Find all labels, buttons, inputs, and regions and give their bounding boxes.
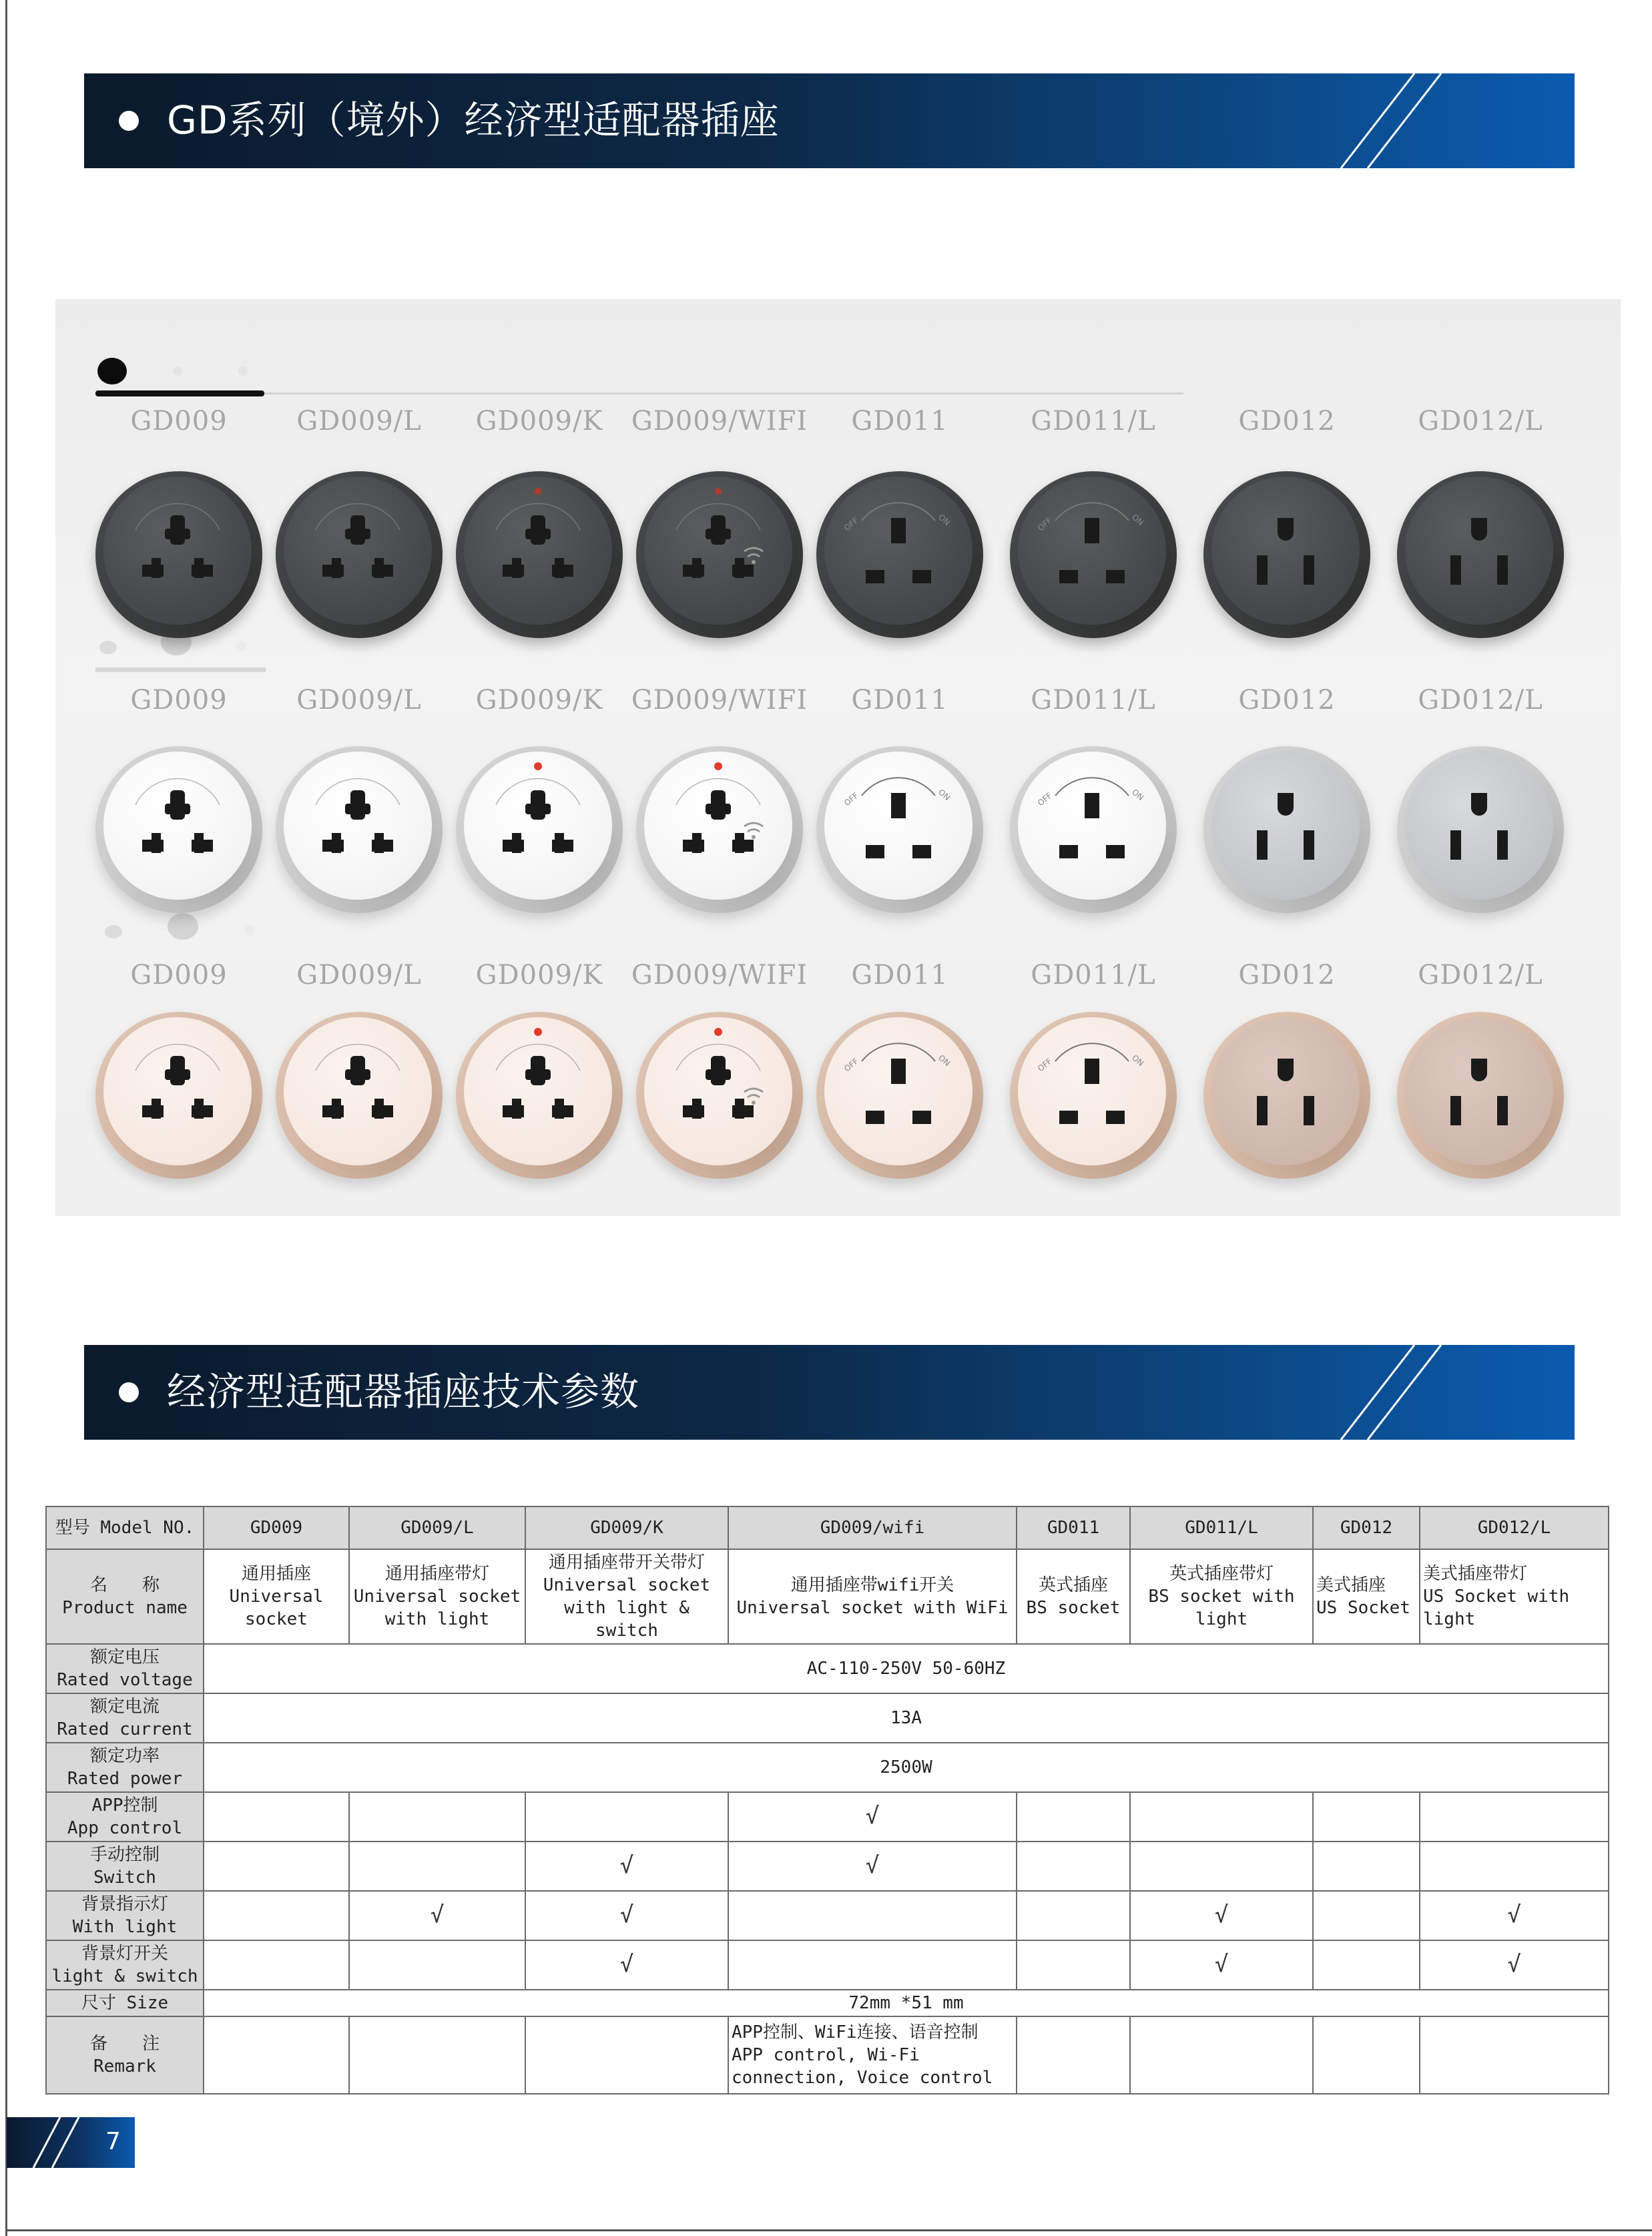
row-switch — [46, 1842, 1609, 1891]
product-label: GD009/WIFI — [631, 406, 808, 437]
us-outlet-holes — [1405, 1017, 1553, 1165]
remark-wifi: APP控制、WiFi连接、语音控制 APP control, Wi-Fi connection, Voice control — [728, 2016, 1017, 2094]
check-mark: √ — [1420, 1940, 1609, 1990]
bs-outlet-holes — [824, 1017, 973, 1165]
row-rated-current — [46, 1693, 1609, 1743]
socket-bs-image — [1010, 471, 1177, 638]
page-border-left — [5, 0, 7, 2236]
empty-cell — [1017, 1842, 1130, 1891]
empty-cell — [728, 1940, 1017, 1990]
model-cell: GD012/L — [1420, 1506, 1609, 1549]
light-switch-header: 背景灯开关 light & switch — [46, 1940, 204, 1990]
name-cell: 通用插座带开关带灯 Universal socket with light & switch — [525, 1549, 728, 1644]
check-mark: √ — [525, 1940, 728, 1990]
name-cell: 通用插座 Universal socket — [204, 1549, 349, 1644]
socket-bs-image — [1010, 746, 1177, 913]
row-with-light — [46, 1891, 1609, 1940]
svg-text:ON: ON — [1130, 512, 1146, 528]
model-cell: GD009/L — [349, 1506, 525, 1549]
empty-cell — [349, 1940, 525, 1990]
model-cell: GD009/wifi — [728, 1506, 1017, 1549]
product-label: GD011/L — [1031, 960, 1156, 991]
product-label: GD011 — [851, 685, 948, 716]
product-label: GD009/L — [296, 685, 422, 716]
check-mark: √ — [728, 1842, 1017, 1891]
svg-text:OFF: OFF — [842, 515, 860, 533]
row-model — [46, 1506, 1609, 1549]
socket-universal-image — [276, 1012, 443, 1179]
section-banner-products — [84, 73, 1575, 168]
model-header: 型号 Model NO. — [46, 1506, 204, 1549]
empty-cell — [1420, 1792, 1609, 1842]
carousel-dot — [105, 925, 122, 938]
product-label: GD009/K — [475, 685, 603, 716]
socket-us-image — [1203, 746, 1370, 913]
product-label: GD011/L — [1031, 685, 1156, 716]
empty-cell — [1130, 2016, 1313, 2094]
socket-us-image — [1397, 746, 1564, 913]
row-size — [46, 1990, 1609, 2016]
carousel-dot-active — [97, 358, 127, 384]
socket-universal-image — [636, 471, 803, 638]
socket-us-image — [1397, 1012, 1564, 1179]
empty-cell — [1130, 1792, 1313, 1842]
carousel-dot — [236, 641, 246, 651]
socket-universal-image — [276, 471, 443, 638]
model-cell: GD009/K — [525, 1506, 728, 1549]
empty-cell — [204, 1940, 349, 1990]
product-label: GD011 — [851, 960, 948, 991]
rated-current-value: 13A — [204, 1693, 1609, 1743]
slash-decoration — [27, 2117, 107, 2168]
us-outlet-holes — [1211, 1017, 1360, 1165]
empty-cell — [1130, 1842, 1313, 1891]
product-label: GD012 — [1238, 960, 1336, 991]
empty-cell — [525, 2016, 728, 2094]
product-label: GD009 — [130, 960, 228, 991]
product-label: GD009/L — [296, 960, 422, 991]
name-header: 名 称 Product name — [46, 1549, 204, 1644]
empty-cell — [1017, 1891, 1130, 1940]
carousel-track — [95, 667, 266, 672]
carousel-dot — [238, 366, 248, 376]
socket-us-image — [1203, 471, 1370, 638]
page-number-badge — [7, 2117, 135, 2168]
svg-text:OFF: OFF — [1035, 790, 1054, 808]
socket-us-image — [1203, 1012, 1370, 1179]
size-value: 72mm *51 mm — [204, 1990, 1609, 2016]
rated-current-header: 额定电流 Rated current — [46, 1693, 204, 1743]
page-border-bottom — [5, 2229, 1652, 2231]
socket-universal-image — [456, 746, 623, 913]
universal-outlet-holes — [103, 752, 252, 900]
name-cell: 通用插座带灯 Universal socket with light — [349, 1549, 525, 1644]
product-label: GD012/L — [1418, 960, 1543, 991]
remark-header: 备 注 Remark — [46, 2016, 204, 2094]
product-photo-panel — [55, 299, 1621, 1216]
empty-cell — [349, 1842, 525, 1891]
product-label: GD012/L — [1418, 406, 1543, 437]
socket-universal-image — [95, 746, 262, 913]
empty-cell — [204, 1842, 349, 1891]
carousel-dot — [244, 925, 255, 936]
socket-universal-image — [95, 471, 262, 638]
bs-outlet-holes — [1018, 752, 1166, 900]
us-outlet-holes — [1405, 477, 1553, 625]
svg-text:ON: ON — [936, 512, 952, 528]
empty-cell — [1017, 2016, 1130, 2094]
bs-outlet-holes — [1018, 1017, 1166, 1165]
product-label: GD011 — [851, 406, 948, 437]
row-rated-power — [46, 1743, 1609, 1792]
socket-universal-image — [456, 471, 623, 638]
us-outlet-holes — [1211, 477, 1360, 625]
bs-outlet-holes — [1018, 477, 1166, 625]
row-product-name — [46, 1549, 1609, 1644]
carousel-dot — [173, 366, 182, 376]
carousel-dot — [99, 641, 117, 654]
svg-text:ON: ON — [1130, 787, 1146, 803]
empty-cell — [1313, 1891, 1420, 1940]
svg-text:ON: ON — [936, 787, 952, 803]
rated-power-value: 2500W — [204, 1743, 1609, 1792]
carousel-track-active — [95, 390, 264, 396]
product-label: GD012/L — [1418, 685, 1543, 716]
empty-cell — [728, 1891, 1017, 1940]
universal-outlet-holes — [284, 1017, 432, 1165]
empty-cell — [1017, 1940, 1130, 1990]
size-header: 尺寸 Size — [46, 1990, 204, 2016]
product-label: GD011/L — [1031, 406, 1156, 437]
universal-outlet-holes — [464, 752, 612, 900]
check-mark: √ — [525, 1891, 728, 1940]
empty-cell — [1420, 2016, 1609, 2094]
socket-universal-image — [276, 746, 443, 913]
page-number: 7 — [105, 2128, 121, 2155]
product-label: GD009/K — [475, 960, 603, 991]
model-cell: GD011 — [1017, 1506, 1130, 1549]
product-label: GD009/WIFI — [631, 685, 808, 716]
empty-cell — [1420, 1842, 1609, 1891]
socket-bs-image — [816, 746, 983, 913]
bs-outlet-holes — [824, 752, 973, 900]
check-mark: √ — [1130, 1891, 1313, 1940]
svg-text:ON: ON — [1130, 1053, 1146, 1069]
slash-decoration — [1321, 1345, 1454, 1440]
model-cell: GD009 — [204, 1506, 349, 1549]
model-cell: GD011/L — [1130, 1506, 1313, 1549]
product-label-row — [55, 406, 1621, 446]
name-cell: 英式插座带灯 BS socket with light — [1130, 1549, 1313, 1644]
socket-bs-image — [816, 471, 983, 638]
socket-bs-image — [1010, 1012, 1177, 1179]
product-label: GD009 — [130, 685, 228, 716]
empty-cell — [525, 1792, 728, 1842]
socket-bs-image — [816, 1012, 983, 1179]
empty-cell — [1017, 1792, 1130, 1842]
us-outlet-holes — [1405, 752, 1553, 900]
empty-cell — [1313, 1842, 1420, 1891]
product-label: GD009/L — [296, 406, 422, 437]
rated-voltage-header: 额定电压 Rated voltage — [46, 1644, 204, 1693]
name-cell: 通用插座带wifi开关 Universal socket with WiFi — [728, 1549, 1017, 1644]
section-banner-specs — [84, 1345, 1575, 1440]
empty-cell — [204, 1891, 349, 1940]
socket-universal-image — [95, 1012, 262, 1179]
check-mark: √ — [349, 1891, 525, 1940]
product-label-row — [55, 960, 1621, 1000]
slash-decoration — [1321, 73, 1454, 168]
row-remark — [46, 2016, 1609, 2094]
product-label: GD012 — [1238, 685, 1336, 716]
svg-text:OFF: OFF — [1035, 515, 1054, 533]
rated-voltage-value: AC-110-250V 50-60HZ — [204, 1644, 1609, 1693]
check-mark: √ — [525, 1842, 728, 1891]
empty-cell — [349, 2016, 525, 2094]
universal-outlet-holes — [464, 1017, 612, 1165]
product-label-row — [55, 685, 1621, 725]
check-mark: √ — [1130, 1940, 1313, 1990]
section-title-specs: 经济型适配器插座技术参数 — [167, 1369, 640, 1414]
socket-us-image — [1397, 471, 1564, 638]
row-app-control — [46, 1792, 1609, 1842]
empty-cell — [204, 2016, 349, 2094]
svg-text:OFF: OFF — [1035, 1056, 1054, 1074]
empty-cell — [204, 1792, 349, 1842]
universal-outlet-holes — [644, 752, 792, 900]
socket-universal-image — [636, 746, 803, 913]
bs-outlet-holes — [824, 477, 973, 625]
bullet-dot — [119, 111, 139, 131]
section-title-products: GD系列（境外）经济型适配器插座 — [167, 97, 780, 143]
universal-outlet-holes — [284, 477, 432, 625]
empty-cell — [349, 1792, 525, 1842]
row-light-switch — [46, 1940, 1609, 1990]
universal-outlet-holes — [644, 477, 792, 625]
bullet-dot — [119, 1382, 139, 1402]
svg-text:OFF: OFF — [842, 790, 860, 808]
spec-table — [45, 1506, 1609, 2094]
svg-text:OFF: OFF — [842, 1056, 860, 1074]
product-label: GD009/WIFI — [631, 960, 808, 991]
product-label: GD009 — [130, 406, 228, 437]
rated-power-header: 额定功率 Rated power — [46, 1743, 204, 1792]
app-control-header: APP控制 App control — [46, 1792, 204, 1842]
empty-cell — [1313, 1940, 1420, 1990]
universal-outlet-holes — [644, 1017, 792, 1165]
universal-outlet-holes — [464, 477, 612, 625]
svg-text:ON: ON — [936, 1053, 952, 1069]
row-rated-voltage — [46, 1644, 1609, 1693]
name-cell: 美式插座 US Socket — [1313, 1549, 1420, 1644]
with-light-header: 背景指示灯 With light — [46, 1891, 204, 1940]
socket-universal-image — [636, 1012, 803, 1179]
check-mark: √ — [728, 1792, 1017, 1842]
universal-outlet-holes — [103, 1017, 252, 1165]
model-cell: GD012 — [1313, 1506, 1420, 1549]
switch-header: 手动控制 Switch — [46, 1842, 204, 1891]
universal-outlet-holes — [103, 477, 252, 625]
socket-universal-image — [456, 1012, 623, 1179]
name-cell: 英式插座 BS socket — [1017, 1549, 1130, 1644]
us-outlet-holes — [1211, 752, 1360, 900]
universal-outlet-holes — [284, 752, 432, 900]
check-mark: √ — [1420, 1891, 1609, 1940]
product-label: GD009/K — [475, 406, 603, 437]
empty-cell — [1313, 1792, 1420, 1842]
product-label: GD012 — [1238, 406, 1336, 437]
empty-cell — [1313, 2016, 1420, 2094]
name-cell: 美式插座带灯 US Socket with light — [1420, 1549, 1609, 1644]
carousel-dot-active — [168, 913, 198, 940]
